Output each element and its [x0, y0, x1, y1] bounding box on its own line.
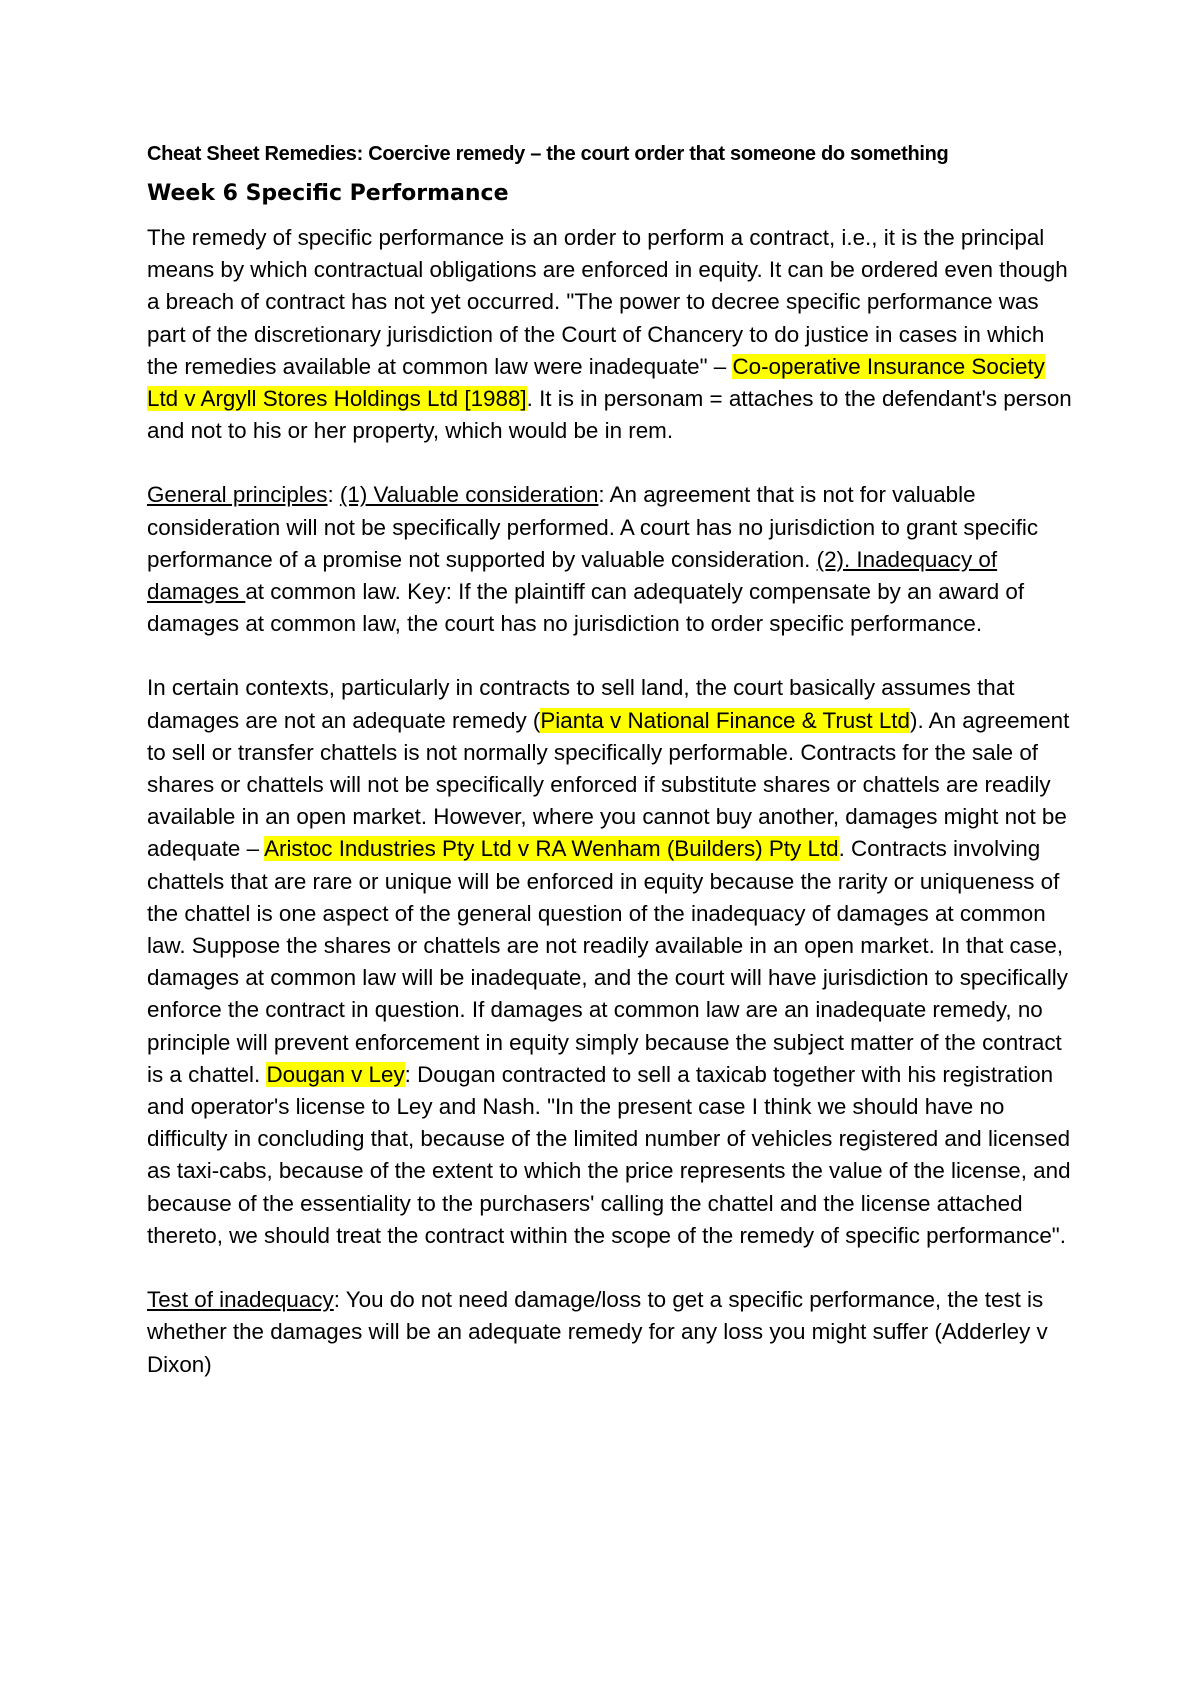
paragraph-text: . Contracts involving chattels that are rare or unique will be enforced in equity because the rarity or uniqueness of the chattel is one aspect of the general question of the inadequacy of damages at common law. Suppose the shares or chattels are not readily available in an open market. In that case, damages at common law will be inadequate, and the court will have jurisdiction to specifically enforce the contract in question. If damages at common law are an inadequate remedy, no principle will prevent enforcement in equity simply because the subject matter of the contract is a chattel. [147, 836, 1068, 1087]
paragraph-text: ). An agreement to sell or transfer chattels is not normally specifically performable. Contracts for the sale of shares or chattels will not be specifically enforced if substitute shares or chattels are readily available in an open market. However, where you cannot buy another, damages might not be adequate – [147, 707, 1070, 862]
document-title: Cheat Sheet Remedies: Coercive remedy – the court order that someone do something [147, 143, 949, 165]
paragraph-text: at common law. Key: If the plaintiff can adequately compensate by an award of damages at common law, the court has no jurisdiction to order specific performance. [147, 579, 1025, 637]
paragraph-text: . It is in personam = attaches to the defendant's person and not to his or her property, which would be in rem. [147, 386, 1072, 444]
paragraph-text: : An agreement that is not for valuable consideration will not be specifically performed. A court has no jurisdiction to grant specific performance of a promise not supported by valuable consideration. [147, 482, 1039, 572]
highlighted-case-name: Dougan v Ley [266, 1061, 405, 1087]
paragraph-contexts [147, 672, 1077, 1252]
paragraph-test-of-inadequacy [147, 1284, 1077, 1381]
section-heading: Week 6 Specific Performance [147, 181, 509, 206]
paragraph-text: In certain contexts, particularly in contracts to sell land, the court basically assumes that damages are not an adequate remedy ( [147, 675, 1015, 733]
paragraph-text: : You do not need damage/loss to get a specific performance, the test is whether the damages will be an adequate remedy for any loss you might suffer (Adderley v Dixon) [147, 1287, 1048, 1377]
underlined-label: Test of inadequacy [147, 1287, 334, 1313]
document-body [147, 140, 1077, 1413]
paragraph-text: : Dougan contracted to sell a taxicab together with his registration and operator's license to Ley and Nash. "In the present case I think we should have no difficulty in concluding that, because of the limited number of vehicles registered and licensed as taxi-cabs, because of the extent to which the price represents the value of the license, and because of the essentiality to the purchasers' calling the chattel and the license attached thereto, we should treat the contract within the scope of the remedy of specific performance". [147, 1061, 1071, 1248]
paragraph-text: The remedy of specific performance is an order to perform a contract, i.e., it is the principal means by which contractual obligations are enforced in equity. It can be ordered even though a breach of contract has not yet occurred. "The power to decree specific performance was part of the discretionary jurisdiction of the Court of Chancery to do justice in cases in which the remedies available at common law were inadequate" – [147, 225, 1068, 379]
highlighted-case-name: Aristoc Industries Pty Ltd v RA Wenham (Builders) Pty Ltd [264, 836, 839, 862]
underlined-label: (1) Valuable consideration [339, 482, 599, 508]
paragraph-intro [147, 222, 1077, 447]
paragraph-general-principles [147, 479, 1077, 640]
underlined-label: General principles [147, 482, 328, 508]
paragraph-text: : [327, 482, 340, 508]
highlighted-case-name: Co-operative Insurance Society Ltd v Argyll Stores Holdings Ltd [1988] [147, 353, 1045, 412]
highlighted-case-name: Pianta v National Finance & Trust Ltd [540, 707, 910, 733]
underlined-label: (2). Inadequacy of damages [147, 546, 998, 605]
